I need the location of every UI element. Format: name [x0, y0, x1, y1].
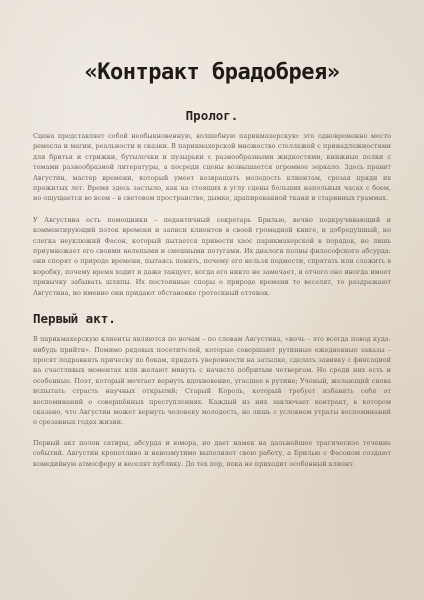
paragraph: В парикмахерскую клиенты являются по ночам – по словам Августина, «ночь – это всегда повод куда-нибудь прийти». Помимо рядовых посетителей, которые совершают рутинные ежедневные заказы – просят подравнять прическу по бокам, придать уверенности на затылке, сделать завивку с фиксацией на счастливых моментах или желают минуть с начисто побритым четвергом. Но среди них есть и особенные. Поэт, который мечтает вернуть вдохновение, угасшее в рутине; Ученый, желающий снова испытать страсть научных открытий; Старый Король, который требует избавить себя от воспоминаний о совершённых преступлениях. Каждый из них заключает контракт, в котором сказано, что Августин может вернуть человеку молодость, но лишь с условием утраты воспоминаний о срезанных годах жизни.: [33, 335, 391, 427]
page-title: «Контракт брадобрея»: [84, 60, 340, 85]
paragraph: Сцена представляет собой необыкновенную, волшебную парикмахерскую: это одновременно место ремесла и магии, реальности и сказки. В парикмахерской множество стеллажей с принадлежностями для бритья и стрижки, бутылочки и пузырьки с разнообразными жидкостями, книжные полки с томами разнообразной литературы, а посреди сцены возвышается огромное зеркало. Здесь правит Августин, мастер времени, который умеет возвращать молодость клиентам, срезая пряди их прожитых лет. Время здесь застыло, как на стоящих в углу сцены больших напольных часах с боем, но ощущается во всем – в световом пространстве, дымке, драпированной ткани и старинных граммах.: [33, 132, 391, 203]
section-heading-first-act: Первый акт.: [33, 311, 116, 327]
paragraph: Первый акт полон сатиры, абсурда и юмора, но дает намек на дальнейшее трагическое течение событий. Августин кропотливо и невозмутимо выполняет свою работу, а Брилью с Фасоном создают комедийную атмосферу и веселят публику. До тех пор, пока не приходит особенный клиент.: [33, 438, 391, 468]
section-heading-prologue: Пролог.: [185, 108, 239, 123]
paragraph: У Августина есть помощники – педантичный секретарь Брилью, вечно подкручивающий и комментирующий поток времени и записи клиентов в своей громадной книге, и добродушный, но слегка неуклюжий Фасон, который пытается привести хаос парикмахерской в порядок, но лишь приумножает его своими нелепыми и смешными потугами. Их диалоги полны философского абсурда: они спорят о природе времени, пытаясь понять, почему его нельзя подмести, спрятать или сложить в коробку, почему время ходит и даже танцует, когда его никто не замечает, и отчего оно иногда имеет привычку забывать шляпы. Их постоянные споры о природе времени то веселят, то раздражают Августина, но именно они придают обстановке гротескный оттенок.: [33, 215, 391, 297]
